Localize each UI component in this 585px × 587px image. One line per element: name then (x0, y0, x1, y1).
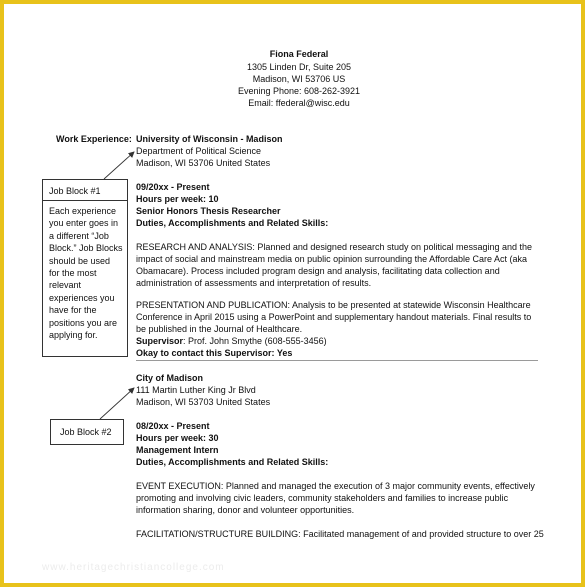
job2-location: Madison, WI 53703 United States (136, 397, 271, 407)
watermark-text: www.heritagechristiancollege.com (42, 562, 225, 573)
address-line-1: 1305 Linden Dr, Suite 205 (246, 62, 352, 72)
job2-hours: Hours per week: 30 (136, 433, 219, 443)
callout1-arrow (104, 152, 134, 179)
job1-title: Senior Honors Thesis Researcher (136, 206, 281, 216)
job2-dates: 08/20xx - Present (136, 421, 210, 431)
job1-research-paragraph: RESEARCH AND ANALYSIS: Planned and designed research study on political messaging and the impact of social and mainstream media on public opinion surrounding the Affordable Care Act (aka Obamacare). Process included program design and analysis, facilitating data collection and administration of assessments and interpretation of results. (136, 242, 533, 288)
email: Email: ffederal@wisc.edu (248, 98, 350, 108)
callout1-body: Each experience you enter goes in a different “Job Block.” Job Blocks should be used for the most relevant experiences you have for the positions you are applying for. (49, 206, 123, 341)
job2-duties-heading: Duties, Accomplishments and Related Skills: (136, 457, 329, 467)
supervisor-label: Supervisor (136, 336, 184, 346)
job1-hours: Hours per week: 10 (136, 194, 219, 204)
evening-phone: Evening Phone: 608-262-3921 (237, 86, 361, 96)
job1-employer: University of Wisconsin - Madison (136, 134, 283, 144)
callout2-arrow (100, 388, 134, 419)
job1-department: Department of Political Science (136, 146, 262, 156)
callout-arrows (4, 4, 581, 583)
job2-facilitation-paragraph: FACILITATION/STRUCTURE BUILDING: Facilitated management of and provided structure to over 25 (136, 529, 544, 539)
job2-event-paragraph: EVENT EXECUTION: Planned and managed the execution of 3 major community events, effectively promoting and involving civic leaders, community stakeholders and families to increase public information sharing, donor and volunteer opportunities. (136, 481, 535, 515)
callout2-title: Job Block #2 (60, 427, 112, 437)
job2-address: 111 Martin Luther King Jr Blvd (136, 385, 256, 395)
job2-employer: City of Madison (136, 373, 203, 383)
callout1-title: Job Block #1 (43, 180, 127, 201)
job1-dates: 09/20xx - Present (136, 182, 210, 192)
address-line-2: Madison, WI 53706 US (252, 74, 346, 84)
job2-title: Management Intern (136, 445, 219, 455)
job1-location: Madison, WI 53706 United States (136, 158, 271, 168)
job1-duties-heading: Duties, Accomplishments and Related Skills: (136, 218, 329, 228)
supervisor-value: : Prof. John Smythe (608-555-3456) (183, 336, 327, 346)
job1-presentation-paragraph: PRESENTATION AND PUBLICATION: Analysis to be presented at statewide Wisconsin Healthcare Conference in April 2015 using a PowerPoint and supplementary handout materials. Final results to be published in the Journal of Healthcare. (136, 300, 532, 334)
work-experience-label: Work Experience: (56, 134, 132, 144)
applicant-name: Fiona Federal (269, 49, 329, 59)
resume-page (4, 4, 581, 583)
job1-contact-permission: Okay to contact this Supervisor: Yes (136, 348, 293, 358)
